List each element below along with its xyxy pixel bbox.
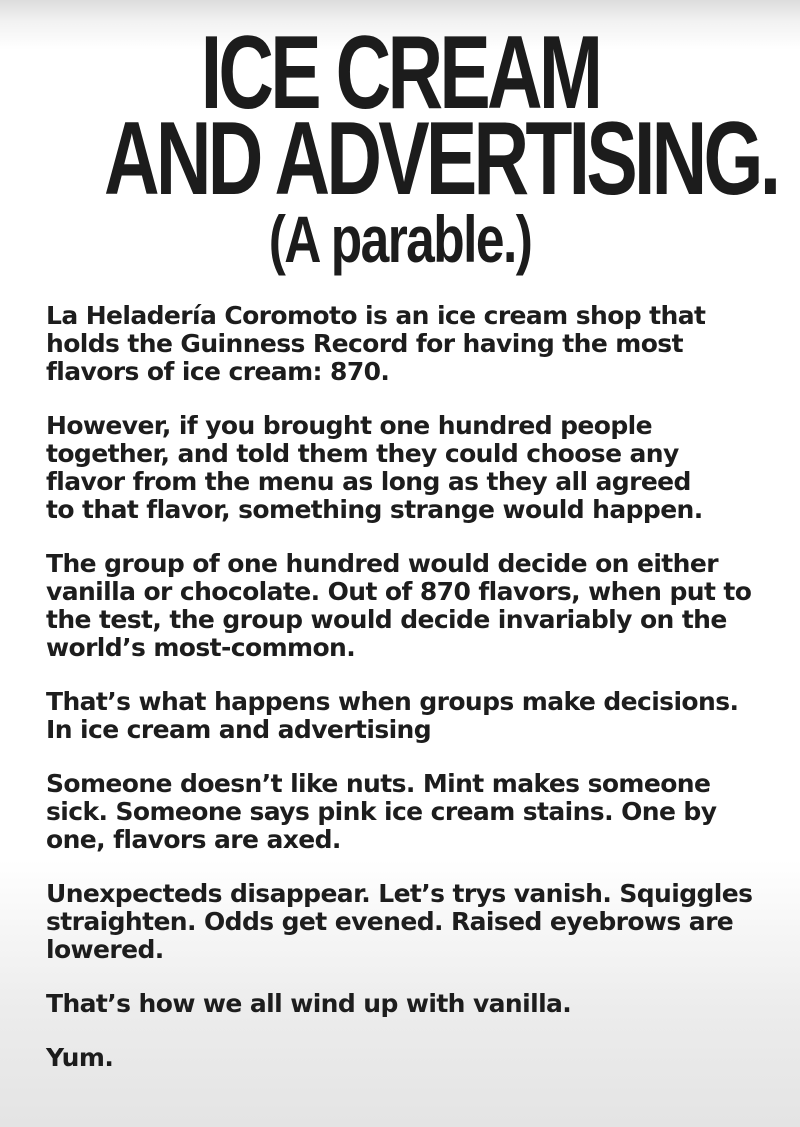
paragraph-5: Someone doesn’t like nuts. Mint makes someone sick. Someone says pink ice cream stains. One by one, flavors are axed. — [46, 769, 717, 854]
headline-line-1: ICE CREAM — [200, 15, 600, 131]
paragraph-8: Yum. — [46, 1043, 114, 1072]
headline-block — [0, 15, 800, 276]
paragraph-2: However, if you brought one hundred people together, and told them they could choose any flavor from the menu as long as they all agreed to that flavor, something strange would happen. — [46, 411, 703, 524]
subheadline: (A parable.) — [268, 202, 532, 276]
body-copy — [46, 302, 766, 1098]
headline-line-2: AND ADVERTISING. — [104, 101, 778, 217]
paragraph-4: That’s what happens when groups make decisions. In ice cream and advertising — [46, 687, 739, 744]
paragraph-3: The group of one hundred would decide on either vanilla or chocolate. Out of 870 flavors, when put to the test, the group would decide invariably on the world’s most-common. — [46, 549, 752, 662]
paragraph-6: Unexpecteds disappear. Let’s trys vanish. Squiggles straighten. Odds get evened. Raised eyebrows are lowered. — [46, 879, 753, 964]
paragraph-7: That’s how we all wind up with vanilla. — [46, 989, 572, 1018]
paragraph-1: La Heladería Coromoto is an ice cream shop that holds the Guinness Record for having the most flavors of ice cream: 870. — [46, 301, 706, 386]
